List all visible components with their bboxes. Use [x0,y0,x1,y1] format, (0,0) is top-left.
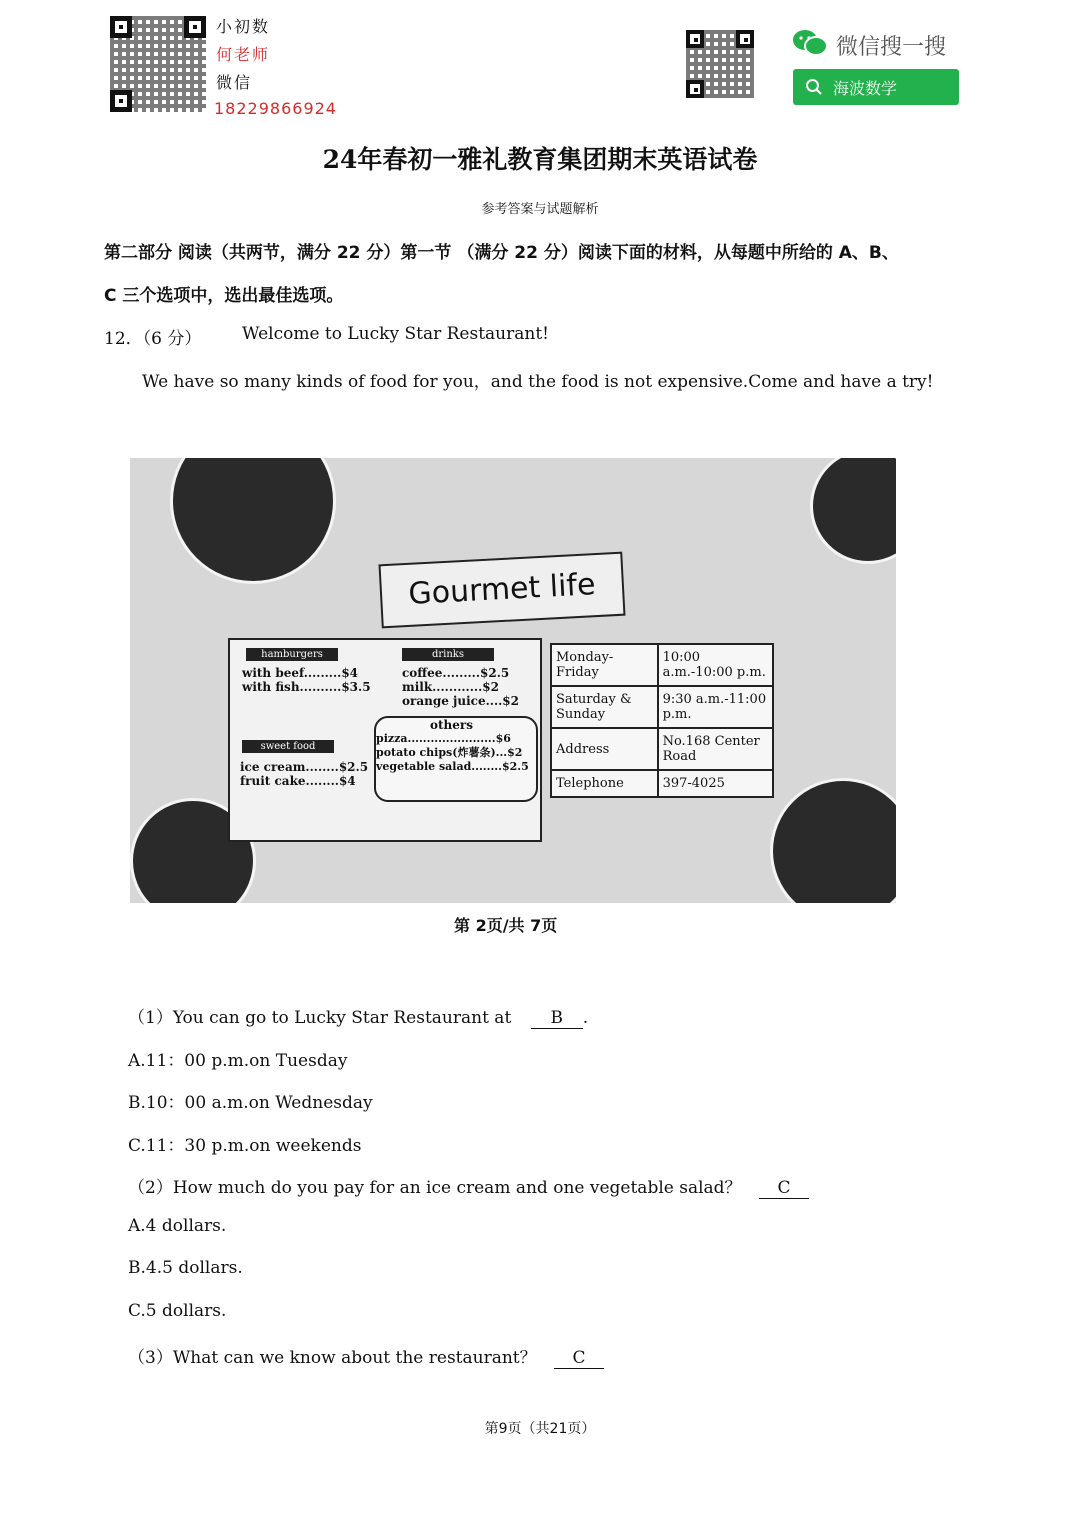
section-instruction-line1: 第二部分 阅读（共两节，满分 22 分）第一节 （满分 22 分）阅读下面的材料，从每题中所给的 A、B、 [104,243,899,263]
question-2-option-b: B.4.5 dollars. [128,1258,243,1278]
left-qr-code [110,16,206,112]
wechat-icon [792,28,828,58]
question-2 [128,1173,809,1199]
menu-items-others: pizza.......................$6 potato chips(炸薯条)...$2 vegetable salad........$2.5 [376,732,529,773]
section-instruction-line2: C 三个选项中，选出最佳选项。 [104,286,344,306]
menu-head-hamburgers: hamburgers [246,648,338,661]
question-2-answer: C [759,1178,809,1199]
question-1 [128,1003,588,1029]
info-value: 397-4025 [658,770,773,797]
info-value: No.168 Center Road [658,728,773,770]
page-footer: 第9页（共21页） [484,1421,596,1437]
menu-image [130,458,896,903]
question-1-stem: （1）You can go to Lucky Star Restaurant at [128,1008,512,1028]
page-subtitle: 参考答案与试题解析 [481,202,599,217]
question-2-option-a: A.4 dollars. [128,1216,227,1236]
question-3-answer: C [554,1348,604,1369]
menu-banner: Gourmet life [378,552,625,629]
qr-caption-phone: 18229866924 [214,99,337,118]
question-3 [128,1343,604,1369]
menu-page-note: 第 2页/共 7页 [454,916,558,935]
info-row [551,728,773,770]
question-1-answer: B [531,1008,583,1029]
question-2-stem: （2）How much do you pay for an ice cream and one vegetable salad？ [128,1178,742,1198]
info-label: Telephone [551,770,658,797]
question-1-option-a: A.11：00 p.m.on Tuesday [128,1051,348,1071]
right-qr-code [686,30,754,98]
question-2-option-c: C.5 dollars. [128,1301,227,1321]
info-label: Monday-Friday [551,644,658,686]
question-3-stem: （3）What can we know about the restaurant？ [128,1348,537,1368]
info-value: 9:30 a.m.-11:00 p.m. [658,686,773,728]
passage-title: Welcome to Lucky Star Restaurant! [242,324,549,344]
wechat-search-button[interactable] [793,69,959,105]
question-number: 12．（6 分） [104,329,202,349]
menu-head-sweet: sweet food [242,740,334,753]
food-plate-bottom-right [770,778,896,903]
question-1-option-c: C.11：30 p.m.on weekends [128,1136,362,1156]
menu-head-drinks: drinks [402,648,494,661]
passage-intro: We have so many kinds of food for you，and the food is not expensive.Come and have a try! [142,372,934,392]
menu-head-others: others [430,718,473,732]
info-row [551,770,773,797]
page-title: 24年春初一雅礼教育集团期末英语试卷 [322,145,758,174]
qr-caption-1: 小初数 [216,17,271,36]
restaurant-info-table [550,643,774,798]
info-row [551,644,773,686]
question-1-option-b: B.10：00 a.m.on Wednesday [128,1093,373,1113]
question-1-tail: . [582,1008,589,1028]
qr-caption-3: 微信 [216,73,253,92]
food-plate-top-right [810,458,896,564]
wechat-search-label: 海波数学 [833,78,898,98]
menu-items-drinks: coffee.........$2.5 milk............$2 orange juice....$2 [402,666,520,708]
info-label: Address [551,728,658,770]
menu-items-hamburgers: with beef.........$4 with fish..........$3.5 [242,666,371,694]
search-icon [805,78,823,96]
food-plate-top-left [170,458,336,584]
info-label: Saturday & Sunday [551,686,658,728]
menu-items-sweet: ice cream........$2.5 fruit cake........$4 [240,760,369,788]
info-row [551,686,773,728]
info-value: 10:00 a.m.-10:00 p.m. [658,644,773,686]
qr-caption-2: 何老师 [216,45,271,64]
wechat-search-title: 微信搜一搜 [836,35,947,60]
